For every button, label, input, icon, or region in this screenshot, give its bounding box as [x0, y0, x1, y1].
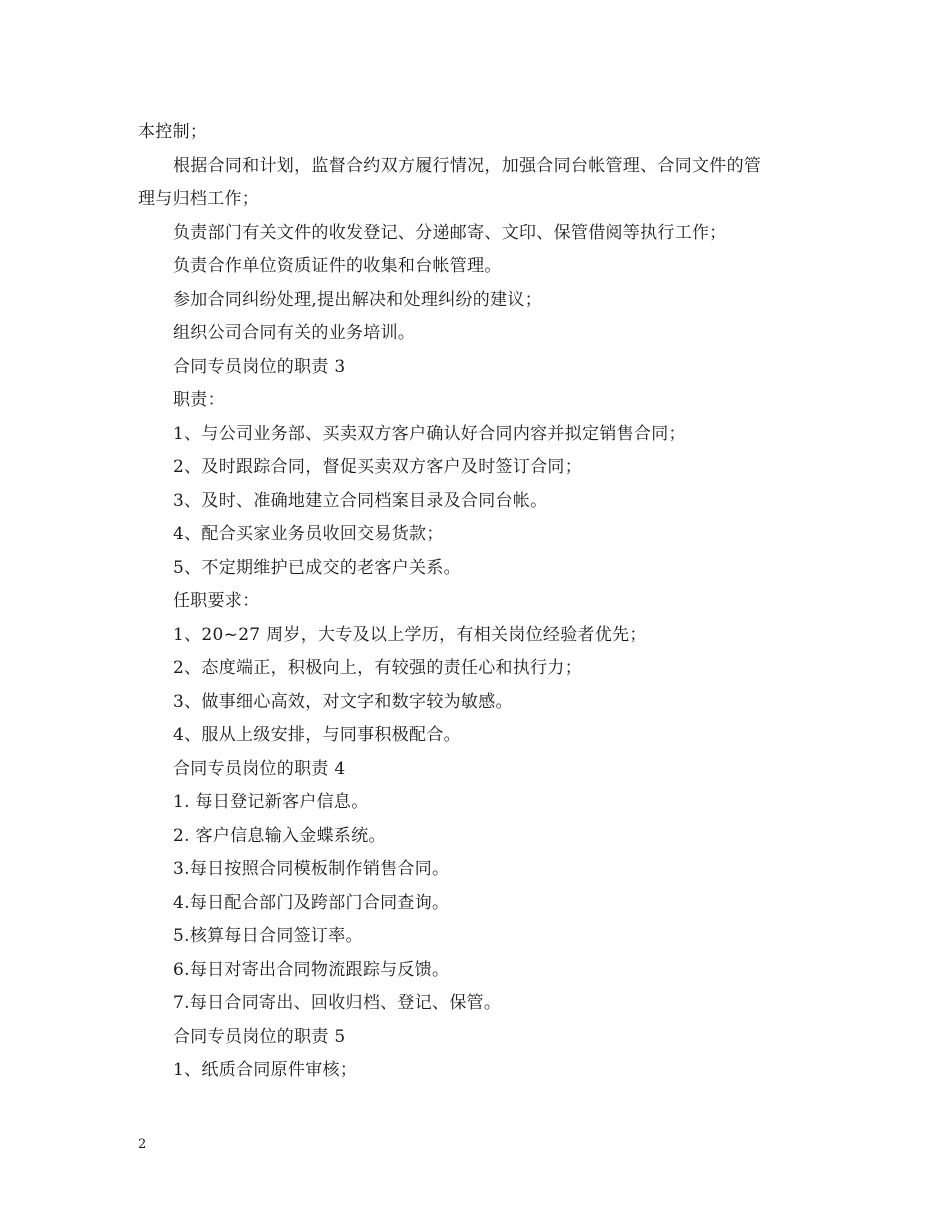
text-line: 1. 每日登记新客户信息。 [173, 792, 369, 812]
text-line: 4、配合买家业务员收回交易货款； [173, 524, 444, 544]
text-line: 参加合同纠纷处理,提出解决和处理纠纷的建议； [173, 289, 543, 310]
text-line: 1、纸质合同原件审核； [173, 1060, 358, 1080]
text-line: 负责合作单位资质证件的收集和台帐管理。 [173, 256, 502, 276]
text-line: 职责： [173, 390, 225, 410]
text-line: 合同专员岗位的职责 4 [173, 758, 346, 779]
text-line: 根据合同和计划，监督合约双方履行情况，加强合同台帐管理、合同文件的管 [173, 155, 762, 176]
text-line: 3.每日按照合同模板制作销售合同。 [173, 859, 450, 879]
text-line: 2、及时跟踪合同，督促买卖双方客户及时签订合同； [173, 457, 583, 477]
text-line: 4.每日配合部门及跨部门合同查询。 [173, 892, 450, 913]
text-line: 理与归档工作； [138, 189, 260, 209]
text-line: 1、20~27 周岁，大专及以上学历，有相关岗位经验者优先； [173, 624, 647, 645]
text-line: 合同专员岗位的职责 5 [173, 1026, 346, 1047]
text-line: 4、服从上级安排，与同事积极配合。 [173, 725, 461, 745]
text-line: 3、做事细心高效，对文字和数字较为敏感。 [173, 691, 513, 712]
text-line: 组织公司合同有关的业务培训。 [173, 323, 416, 343]
page-number: 2 [138, 1137, 147, 1152]
text-line: 本控制； [138, 122, 208, 142]
text-line: 任职要求： [173, 591, 260, 611]
text-line: 2. 客户信息输入金蝶系统。 [173, 825, 386, 846]
text-line: 3、及时、准确地建立合同档案目录及合同台帐。 [173, 490, 548, 511]
text-line: 合同专员岗位的职责 3 [173, 356, 346, 377]
text-line: 1、与公司业务部、买卖双方客户确认好合同内容并拟定销售合同； [173, 423, 686, 444]
text-line: 2、态度端正，积极向上，有较强的责任心和执行力； [173, 658, 583, 678]
text-line: 5.核算每日合同签订率。 [173, 926, 363, 946]
document-body [138, 116, 813, 1088]
text-line: 5、不定期维护已成交的老客户关系。 [173, 557, 461, 578]
text-line: 7.每日合同寄出、回收归档、登记、保管。 [173, 993, 502, 1013]
text-line: 负责部门有关文件的收发登记、分递邮寄、文印、保管借阅等执行工作； [173, 222, 727, 243]
text-line: 6.每日对寄出合同物流跟踪与反馈。 [173, 959, 450, 980]
